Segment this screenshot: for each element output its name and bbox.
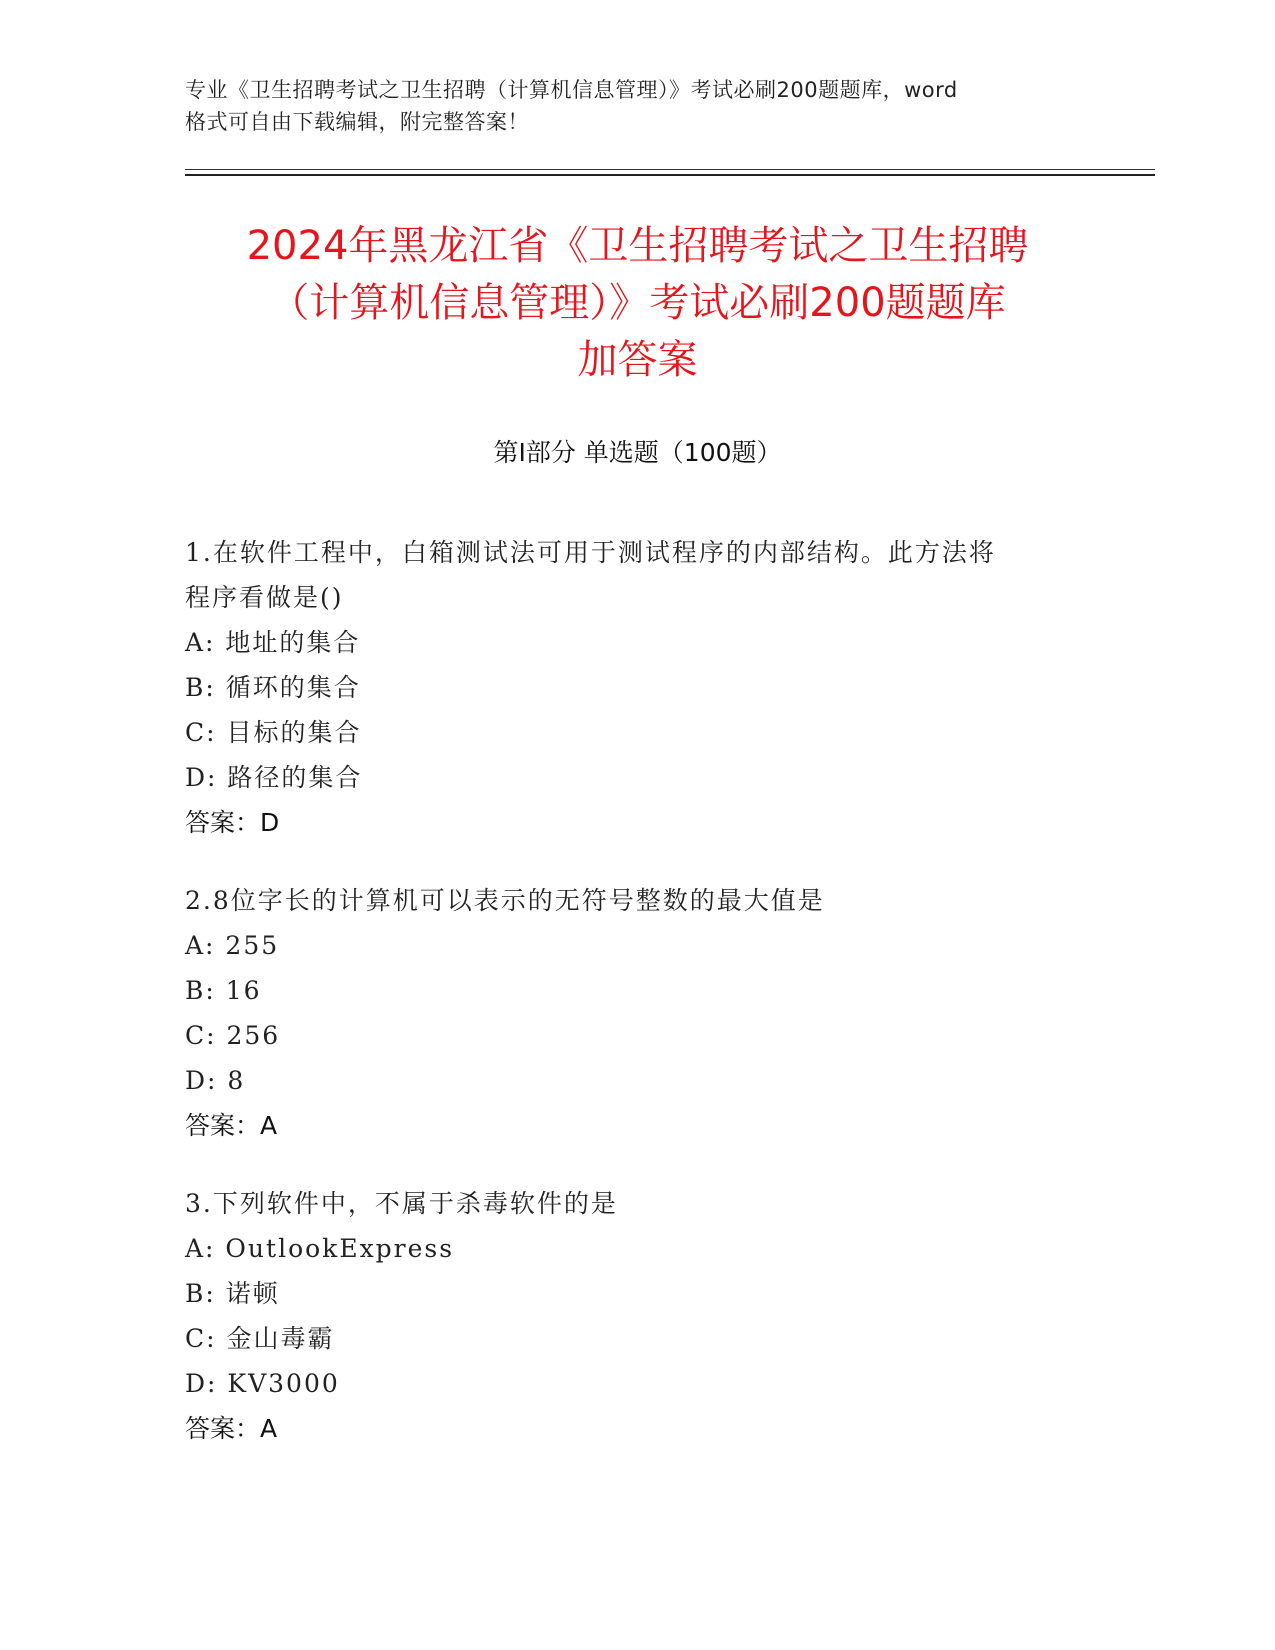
header-rule-thin: [185, 169, 1155, 170]
question-2: [185, 878, 1105, 1148]
section-heading: 第I部分 单选题（100题）: [493, 438, 782, 467]
question-stem-continued: 程序看做是(): [185, 583, 344, 612]
option-a: A: 255: [185, 931, 280, 960]
title-line-3: 加答案: [577, 337, 698, 383]
option-b: B: 16: [185, 976, 262, 1005]
option-a: A: 地址的集合: [185, 628, 361, 657]
option-b: B: 循环的集合: [185, 673, 361, 702]
header-note-line-2: 格式可自由下载编辑，附完整答案！: [185, 110, 529, 134]
option-b: B: 诺顿: [185, 1279, 280, 1308]
question-stem: 3.下列软件中，不属于杀毒软件的是: [185, 1189, 618, 1218]
answer: 答案：D: [185, 808, 280, 837]
question-stem: 2.8位字长的计算机可以表示的无符号整数的最大值是: [185, 886, 825, 915]
question-list: [185, 530, 1105, 1484]
option-a: A: OutlookExpress: [185, 1234, 455, 1263]
header-note-line-1: 专业《卫生招聘考试之卫生招聘（计算机信息管理）》考试必刷200题题库，word: [185, 78, 958, 102]
question-3: [185, 1181, 1105, 1451]
title-line-2: （计算机信息管理）》考试必刷200题题库: [269, 280, 1006, 326]
option-d: D: KV3000: [185, 1369, 340, 1398]
question-stem: 1.在软件工程中，白箱测试法可用于测试程序的内部结构。此方法将: [185, 538, 996, 567]
header-rule-thick: [185, 174, 1155, 176]
header-note: [185, 74, 1085, 138]
option-d: D: 8: [185, 1066, 246, 1095]
document-title: [150, 218, 1125, 389]
question-1: [185, 530, 1105, 845]
option-c: C: 256: [185, 1021, 281, 1050]
option-c: C: 目标的集合: [185, 718, 362, 747]
title-line-1: 2024年黑龙江省《卫生招聘考试之卫生招聘: [246, 223, 1029, 269]
option-c: C: 金山毒霸: [185, 1324, 335, 1353]
option-d: D: 路径的集合: [185, 763, 363, 792]
answer: 答案：A: [185, 1414, 278, 1443]
answer: 答案：A: [185, 1111, 278, 1140]
